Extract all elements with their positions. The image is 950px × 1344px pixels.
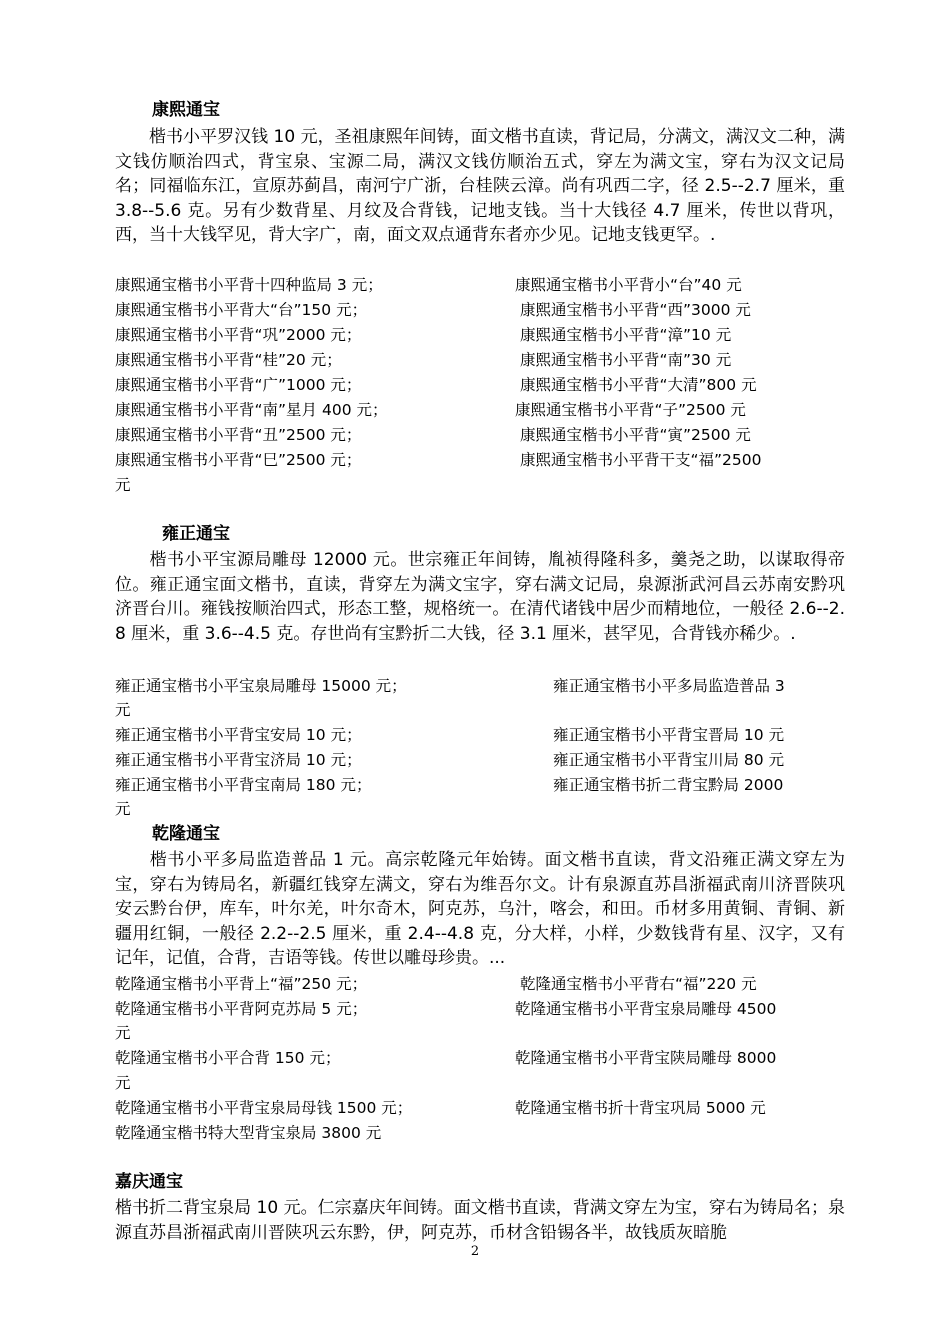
price-item: 康熙通宝楷书小平背“丑”2500 元； [115,426,362,444]
section-paragraph-kangxi [115,125,845,248]
price-item: 元 [115,1024,131,1042]
paragraph-text: 楷书小平多局监造普品 1 元。高宗乾隆元年始铸。面文楷书直读，背文沿雍正满文穿左为宝，穿右为铸局名，新疆红钱穿左满文，穿右为维吾尔文。计有泉源直苏昌浙福武南川济晋陕巩安云黔台伊，库车，叶尔羌，叶尔奇木，阿克苏，乌汁，喀会，和田。币材多用黄铜、青铜、新疆用红铜，一般径 2.2--2.5 厘米，重 2.4--4.8 克，分大样，小样，少数钱背有星、汉字，又有记年，记值，合背，吉语等钱。传世以雕母珍贵。... [115,850,845,969]
price-item: 康熙通宝楷书小平背“子”2500 元 [515,401,746,419]
section-title-jiaqing: 嘉庆通宝 [115,1172,183,1192]
price-item: 康熙通宝楷书小平背“西”3000 元 [520,301,751,319]
price-item: 乾隆通宝楷书特大型背宝泉局 3800 元 [115,1124,382,1142]
section-paragraph-yongzheng [115,548,845,646]
price-item: 雍正通宝楷书小平背宝南局 180 元； [115,776,372,794]
section-title-qianlong: 乾隆通宝 [152,824,220,844]
price-item: 雍正通宝楷书小平背宝安局 10 元； [115,726,362,744]
price-item: 乾隆通宝楷书小平背宝泉局雕母 4500 [515,1000,777,1018]
section-title-yongzheng: 雍正通宝 [162,524,230,544]
price-item: 康熙通宝楷书小平背“巳”2500 元； [115,451,362,469]
section-paragraph-qianlong [115,848,845,971]
price-item: 乾隆通宝楷书小平合背 150 元； [115,1049,341,1067]
price-item: 乾隆通宝楷书小平背右“福”220 元 [520,975,757,993]
price-item: 雍正通宝楷书小平背宝济局 10 元； [115,751,362,769]
price-item: 雍正通宝楷书折二背宝黔局 2000 [553,776,784,794]
price-item: 康熙通宝楷书小平背大“台”150 元； [115,301,368,319]
price-item: 乾隆通宝楷书小平背阿克苏局 5 元； [115,1000,368,1018]
price-item: 乾隆通宝楷书小平背上“福”250 元； [115,975,368,993]
price-item: 元 [115,476,131,494]
price-item: 乾隆通宝楷书折十背宝巩局 5000 元 [515,1099,766,1117]
price-item: 雍正通宝楷书小平多局监造普品 3 [553,677,785,695]
price-item: 乾隆通宝楷书小平背宝陕局雕母 8000 [515,1049,777,1067]
price-item: 元 [115,1074,131,1092]
page-number: 2 [470,1244,480,1259]
price-item: 康熙通宝楷书小平背小“台”40 元 [515,276,742,294]
section-paragraph-jiaqing: 楷书折二背宝泉局 10 元。仁宗嘉庆年间铸。面文楷书直读，背满文穿左为宝，穿右为铸局名；泉源直苏昌浙福武南川晋陕巩云东黔，伊，阿克苏，币材含铅锡各半，故钱质灰暗脆 [115,1198,845,1243]
price-item: 康熙通宝楷书小平背“寅”2500 元 [520,426,751,444]
price-item: 雍正通宝楷书小平背宝晋局 10 元 [553,726,785,744]
price-item: 康熙通宝楷书小平背干支“福”2500 [520,451,762,469]
section-title-kangxi: 康熙通宝 [152,100,220,120]
price-item: 雍正通宝楷书小平宝泉局雕母 15000 元； [115,677,407,695]
paragraph-text: 楷书小平宝源局雕母 12000 元。世宗雍正年间铸，胤祯得隆科多，羹尧之助，以谋取得帝位。雍正通宝面文楷书，直读，背穿左为满文宝字，穿右满文记局，泉源浙武河昌云苏南安黔巩济晋台川。雍钱按顺治四式，形态工整，规格统一。在清代诸钱中居少而精地位，一般径 2.6--2.8 厘米，重 3.6--4.5 克。存世尚有宝黔折二大钱，径 3.1 厘米，甚罕见，合背钱亦稀少。. [115,550,845,644]
price-item: 乾隆通宝楷书小平背宝泉局母钱 1500 元； [115,1099,413,1117]
paragraph-text: 楷书小平罗汉钱 10 元，圣祖康熙年间铸，面文楷书直读，背记局，分满文，满汉文二种，满文钱仿顺治四式，背宝泉、宝源二局，满汉文钱仿顺治五式，穿左为满文宝，穿右为汉文记局名；同福临东江，宣原苏蓟昌，南河宁广浙，台桂陕云漳。尚有巩西二字，径 2.5--2.7 厘米，重 3.8--5.6 克。另有少数背星、月纹及合背钱，记地支钱。当十大钱径 4.7 厘米，传世以背巩，西，当十大钱罕见，背大字广，南，面文双点通背东者亦少见。记地支钱更罕。. [115,127,845,246]
price-item: 元 [115,800,131,818]
price-item: 康熙通宝楷书小平背“广”1000 元； [115,376,362,394]
price-item: 康熙通宝楷书小平背“大清”800 元 [520,376,757,394]
price-item: 康熙通宝楷书小平背“漳”10 元 [520,326,732,344]
price-item: 元 [115,701,131,719]
price-item: 康熙通宝楷书小平背“南”30 元 [520,351,732,369]
price-item: 康熙通宝楷书小平背“桂”20 元； [115,351,342,369]
price-item: 康熙通宝楷书小平背十四种监局 3 元； [115,276,383,294]
price-item: 雍正通宝楷书小平背宝川局 80 元 [553,751,785,769]
price-item: 康熙通宝楷书小平背“巩”2000 元； [115,326,362,344]
price-item: 康熙通宝楷书小平背“南”星月 400 元； [115,401,388,419]
